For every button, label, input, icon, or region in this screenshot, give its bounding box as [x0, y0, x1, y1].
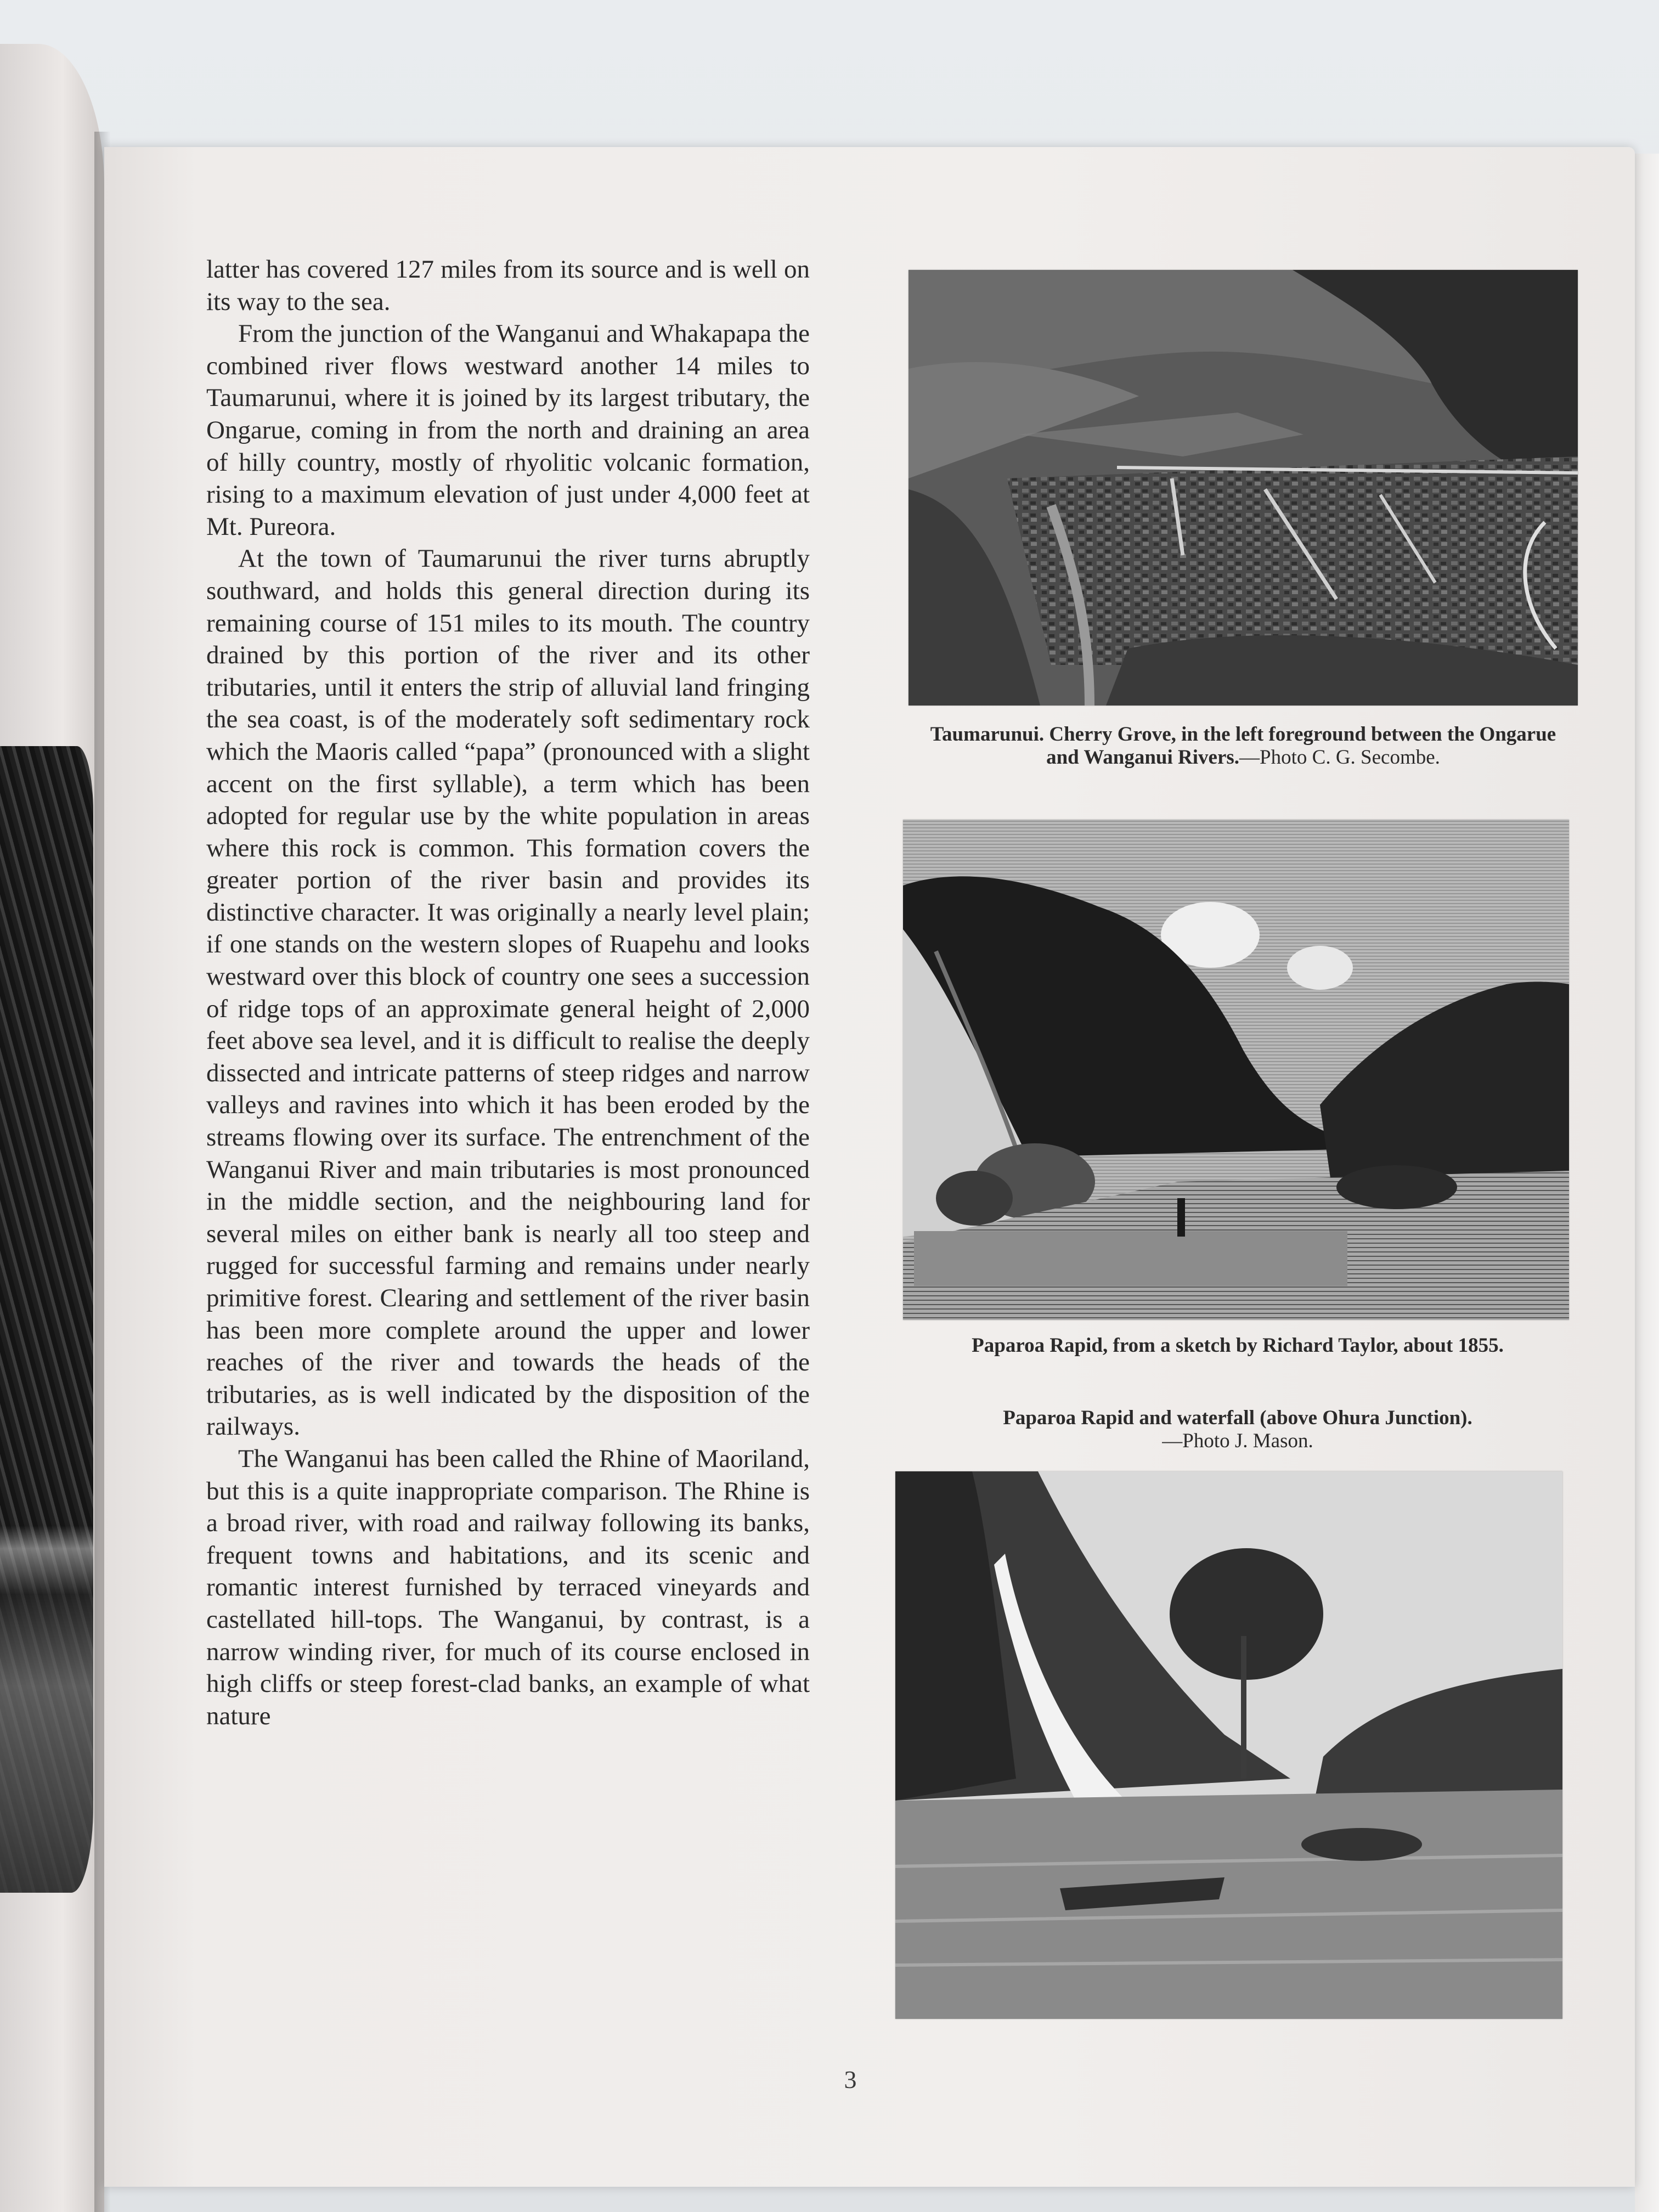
caption-title: Paparoa Rapid and waterfall (above Ohura Junction).	[1003, 1407, 1472, 1429]
body-text-column	[206, 253, 810, 1732]
taumarunui-aerial-photo	[909, 270, 1578, 706]
facing-page-photo	[0, 746, 93, 1893]
paragraph: From the junction of the Wanganui and Whakapapa the combined river flows westward another 14 miles to Taumarunui, where it is joined by its largest tributary, the Ongarue, coming in from the north and draining an area of hilly country, mostly of rhyolitic volcanic formation, rising to a maximum elevation of just under 4,000 feet at Mt. Pureora.	[206, 319, 810, 541]
paparoa-waterfall-photo	[895, 1471, 1562, 2019]
caption-taumarunui	[925, 723, 1561, 769]
caption-credit: —Photo J. Mason.	[1162, 1430, 1313, 1452]
caption-paparoa-photo	[919, 1407, 1556, 1453]
page-number: 3	[844, 2066, 857, 2094]
caption-title: Paparoa Rapid, from a sketch by Richard Taylor, about 1855.	[972, 1334, 1504, 1357]
facing-page-left	[0, 44, 104, 2212]
caption-credit: —Photo C. G. Secombe.	[1239, 746, 1440, 769]
caption-paparoa-sketch	[919, 1334, 1556, 1357]
next-page-edge	[1635, 154, 1659, 2212]
paparoa-rapid-sketch	[903, 820, 1569, 1320]
caption-title: Taumarunui. Cherry Grove, in the left foreground between the Ongarue and Wanganui Rivers.	[930, 723, 1556, 769]
paragraph-continued: latter has covered 127 miles from its source and is well on its way to the sea.	[206, 255, 810, 316]
paragraph: At the town of Taumarunui the river turns abruptly southward, and holds this general direction during its remaining course of 151 miles to its mouth. The country drained by this portion of the river and its other tributaries, until it enters the strip of alluvial land fringing the sea coast, is of the moderately soft sedimentary rock which the Maoris called “papa” (pronounced with a slight accent on the first syllable), a term which has been adopted for regular use by the white population in areas where this rock is common. This formation covers the greater portion of the river basin and provides its distinctive character. It was originally a nearly level plain; if one stands on the western slopes of Ruapehu and looks westward over this block of country one sees a succession of ridge tops of an approximate general height of 2,000 feet above sea level, and it is difficult to realise the deeply dissected and intricate patterns of steep ridges and narrow valleys and ravines into which it has been eroded by the streams flowing over its surface. The entrenchment of the Wanganui River and main tributaries is most pronounced in the middle section, and the neighbouring land for several miles on either bank is nearly all too steep and rugged for successful farming and remains under nearly primitive forest. Clearing and settlement of the river basin has been more complete around the upper and lower reaches of the river and towards the heads of the tributaries, as is well indicated by the disposition of the railways.	[206, 544, 810, 1441]
paragraph: The Wanganui has been called the Rhine of Maoriland, but this is a quite inappropriate comparison. The Rhine is a broad river, with road and railway following its banks, frequent towns and habitations, and its scenic and romantic interest furnished by terraced vineyards and castellated hill-tops. The Wanganui, by contrast, is a narrow winding river, for much of its course enclosed in high cliffs or steep forest-clad banks, an example of what nature	[206, 1444, 810, 1730]
